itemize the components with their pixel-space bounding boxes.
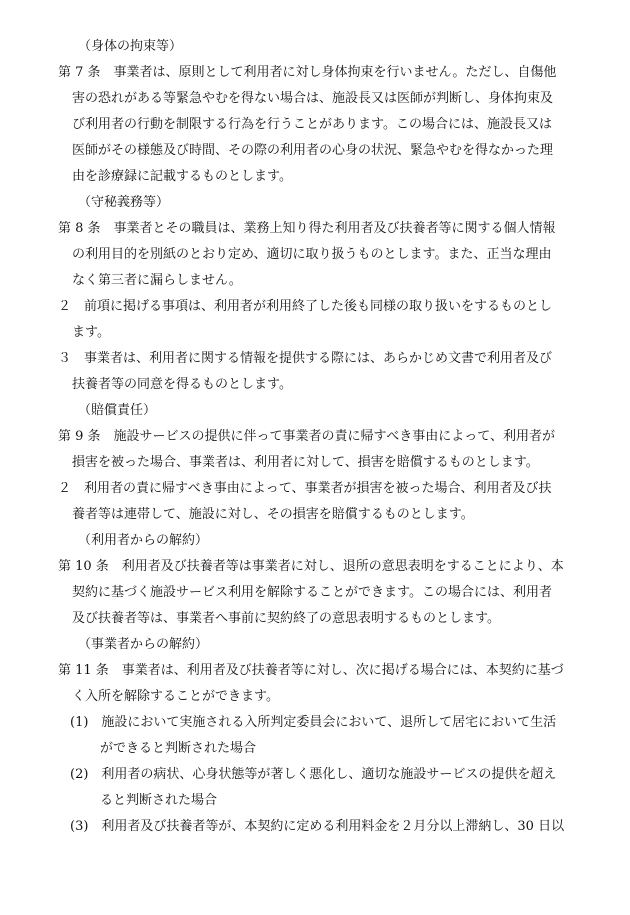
article-line: なく第三者に漏らしません。 <box>72 273 242 288</box>
heading-liability: （賠償責任） <box>78 403 157 418</box>
article-10 <box>0 554 570 632</box>
article-line: 第 8 条 事業者とその職員は、業務上知り得た利用者及び扶養者等に関する個人情報 <box>58 221 556 236</box>
item-line: (3) 利用者及び扶養者等が、本契約に定める利用料金を２月分以上滞納し、30 日以 <box>70 819 565 834</box>
article-line: 第 11 条 事業者は、利用者及び扶養者等に対し、次に掲げる場合には、本契約に基づ <box>58 663 564 678</box>
article-11-item-2 <box>0 762 570 814</box>
article-line: 由を診療録に記載するものとします。 <box>72 169 292 184</box>
article-9-paragraph-2 <box>0 476 570 528</box>
article-line: ３ 事業者は、利用者に関する情報を提供する際には、あらかじめ文書で利用者及び <box>58 351 553 366</box>
item-line: ると判断された場合 <box>100 793 218 808</box>
article-line: 第 9 条 施設サービスの提供に伴って事業者の責に帰すべき事由によって、利用者が <box>58 429 556 444</box>
article-line: ２ 前項に掲げる事項は、利用者が利用終了した後も同様の取り扱いをするものとし <box>58 299 553 314</box>
article-11-item-3 <box>0 814 570 840</box>
article-line: 契約に基づく施設サービス利用を解除することができます。この場合には、利用者 <box>72 585 552 600</box>
article-line: く入所を解除することができます。 <box>72 689 279 704</box>
article-line: 扶養者等の同意を得るものとします。 <box>72 377 292 392</box>
article-line: 第 10 条 利用者及び扶養者等は事業者に対し、退所の意思表明をすることにより、本 <box>58 559 564 574</box>
item-line: ができると判断された場合 <box>100 741 257 756</box>
article-line: ２ 利用者の責に帰すべき事由によって、事業者が損害を被った場合、利用者及び扶 <box>58 481 552 496</box>
article-line: ます。 <box>72 325 110 340</box>
article-8 <box>0 216 570 294</box>
article-line: 害の恐れがある等緊急やむを得ない場合は、施設長又は医師が判断し、身体拘束及 <box>72 91 554 106</box>
item-line: (2) 利用者の病状、心身状態等が著しく悪化し、適切な施設サービスの提供を超え <box>70 767 557 782</box>
article-line: 損害を被った場合、事業者は、利用者に対して、損害を賠償するものとします。 <box>72 455 539 470</box>
article-8-paragraph-2 <box>0 294 570 346</box>
heading-restraint: （身体の拘束等） <box>78 39 183 54</box>
heading-confidentiality: （守秘義務等） <box>78 195 170 210</box>
article-11-item-1 <box>0 710 570 762</box>
article-line: 第 7 条 事業者は、原則として利用者に対し身体拘束を行いません。ただし、自傷他 <box>58 65 557 80</box>
article-line: 及び扶養者等は、事業者へ事前に契約終了の意思表明するものとします。 <box>72 611 500 626</box>
article-line: 医師がその様態及び時間、その際の利用者の心身の状況、緊急やむを得なかった理 <box>72 143 554 158</box>
heading-provider-cancellation: （事業者からの解約） <box>78 637 209 652</box>
item-line: (1) 施設において実施される入所判定委員会において、退所して居宅において生活 <box>70 715 557 730</box>
heading-user-cancellation: （利用者からの解約） <box>78 533 209 548</box>
article-line: び利用者の行動を制限する行為を行うことがあります。この場合には、施設長又は <box>72 117 552 132</box>
article-7 <box>0 60 570 190</box>
article-line: の利用目的を別紙のとおり定め、適切に取り扱うものとします。また、正当な理由 <box>72 247 552 262</box>
article-11 <box>0 658 570 710</box>
article-line: 養者等は連帯して、施設に対し、その損害を賠償するものとします。 <box>72 507 474 522</box>
article-9 <box>0 424 570 476</box>
article-8-paragraph-3 <box>0 346 570 398</box>
